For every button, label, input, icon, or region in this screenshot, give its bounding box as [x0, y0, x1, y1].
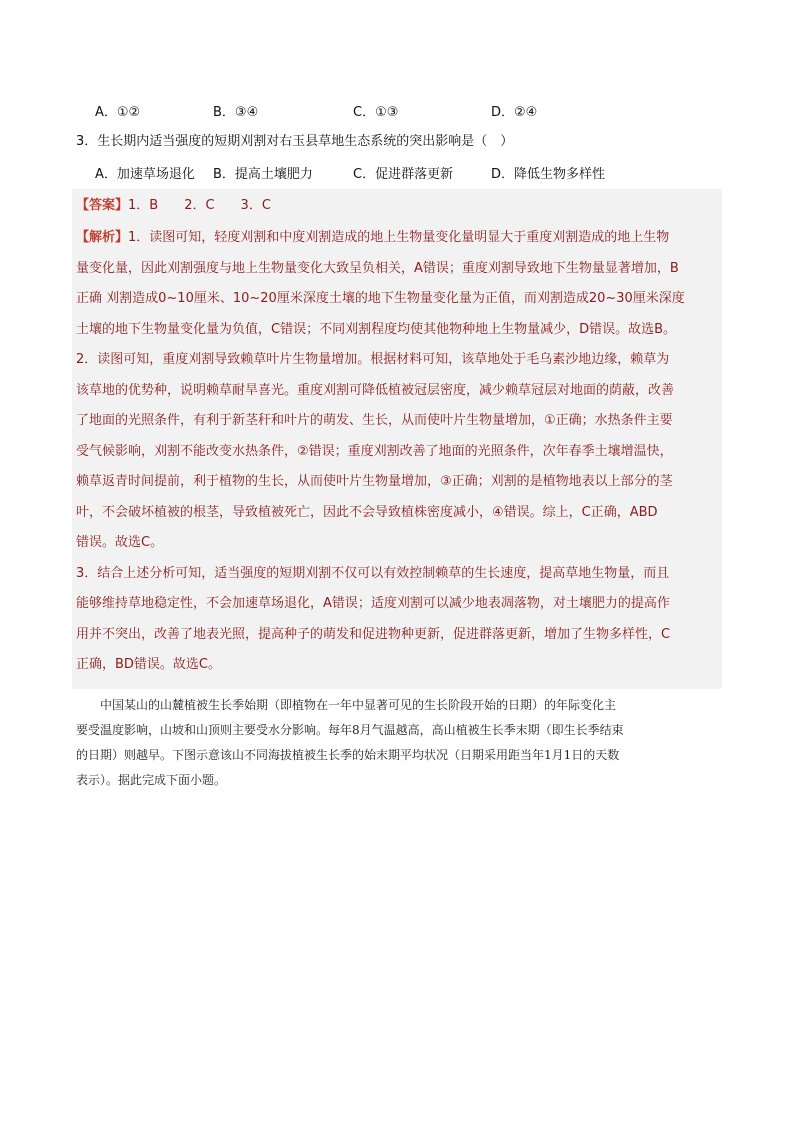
reading-passage [76, 693, 726, 793]
passage-line: 要受温度影响，山坡和山顶则主要受水分影响。每年8月气温越高，高山植被生长季末期（即生长季结束 [76, 723, 624, 737]
q2-option-c[interactable]: C．①③ [353, 105, 399, 120]
analysis-line: 2．读图可知，重度刈割导致赖草叶片生物量增加。根据材料可知，该草地处于毛乌素沙地边缘，赖草为 [76, 352, 670, 367]
answer-tag: 【答案】 [76, 198, 129, 213]
analysis-line [76, 228, 669, 248]
answer-line [76, 196, 271, 216]
q3-option-d[interactable]: D．降低生物多样性 [491, 167, 606, 182]
analysis-line: 正确，BD错误。故选C。 [76, 657, 222, 672]
q3-option-c[interactable]: C．促进群落更新 [353, 167, 454, 182]
q3-option-a[interactable]: A．加速草场退化 [95, 167, 195, 182]
q3-stem: 3．生长期内适当强度的短期刈割对右玉县草地生态系统的突出影响是（ ） [76, 134, 514, 149]
q3-options [95, 164, 735, 186]
q2-options [95, 103, 715, 123]
analysis-line: 量变化量，因此刈割强度与地上生物量变化大致呈负相关，A错误；重度刈割导致地下生物量显著增加，B [76, 261, 679, 276]
analysis-line: 3．结合上述分析可知，适当强度的短期刈割不仅可以有效控制赖草的生长速度，提高草地生物量，而且 [76, 566, 670, 581]
analysis-line: 土壤的地下生物量变化量为负值，C错误；不同刈割程度均使其他物种地上生物量减少，D错误。故选B。 [76, 322, 677, 337]
q2-option-a[interactable]: A．①② [95, 105, 141, 120]
q3-option-b[interactable]: B．提高土壤肥力 [213, 167, 313, 182]
analysis-line: 正确 刈割造成0~10厘米、10~20厘米深度土壤的地下生物量变化量为正值，而刈割造成20~30厘米深度 [76, 291, 685, 306]
analysis-line: 受气候影响，刈割不能改变水热条件，②错误；重度刈割改善了地面的光照条件，次年春季土壤增温快， [76, 444, 673, 459]
analysis-text: 1．读图可知，轻度刈割和中度刈割造成的地上生物量变化量明显大于重度刈割造成的地上生物 [128, 230, 670, 245]
q2-option-b[interactable]: B．③④ [213, 105, 259, 120]
passage-line: 表示）。据此完成下面小题。 [76, 773, 227, 787]
analysis-line: 赖草返青时间提前，利于植物的生长，从而使叶片生物量增加，③正确；刈割的是植物地表以上部分的茎 [76, 474, 673, 489]
passage-line: 的日期）则越早。下图示意该山不同海拔植被生长季的始末期平均状况（日期采用距当年1月1日的天数 [76, 748, 620, 762]
answer-value: 1．B 2．C 3．C [128, 198, 271, 213]
analysis-tag: 【解析】 [76, 230, 129, 245]
analysis-line: 错误。故选C。 [76, 535, 164, 550]
analysis-line: 叶，不会破坏植被的根茎，导致植被死亡，因此不会导致植株密度减小，④错误。综上，C正确，ABD [76, 505, 658, 520]
analysis-line: 了地面的光照条件，有利于新茎秆和叶片的萌发、生长，从而使叶片生物量增加，①正确；水热条件主要 [76, 413, 673, 428]
analysis-line: 能够维持草地稳定性，不会加速草场退化，A错误；适度刈割可以减少地表凋落物，对土壤肥力的提高作 [76, 596, 670, 611]
analysis-line: 用并不突出，改善了地表光照，提高种子的萌发和促进物种更新，促进群落更新，增加了生物多样性，C [76, 627, 671, 642]
q2-option-d[interactable]: D．②④ [491, 105, 538, 120]
analysis-line: 该草地的优势种，说明赖草耐旱喜光。重度刈割可降低植被冠层密度，减少赖草冠层对地面的荫蔽，改善 [76, 383, 675, 398]
passage-line: 中国某山的山麓植被生长季始期（即植物在一年中显著可见的生长阶段开始的日期）的年际变化主 [76, 698, 617, 712]
